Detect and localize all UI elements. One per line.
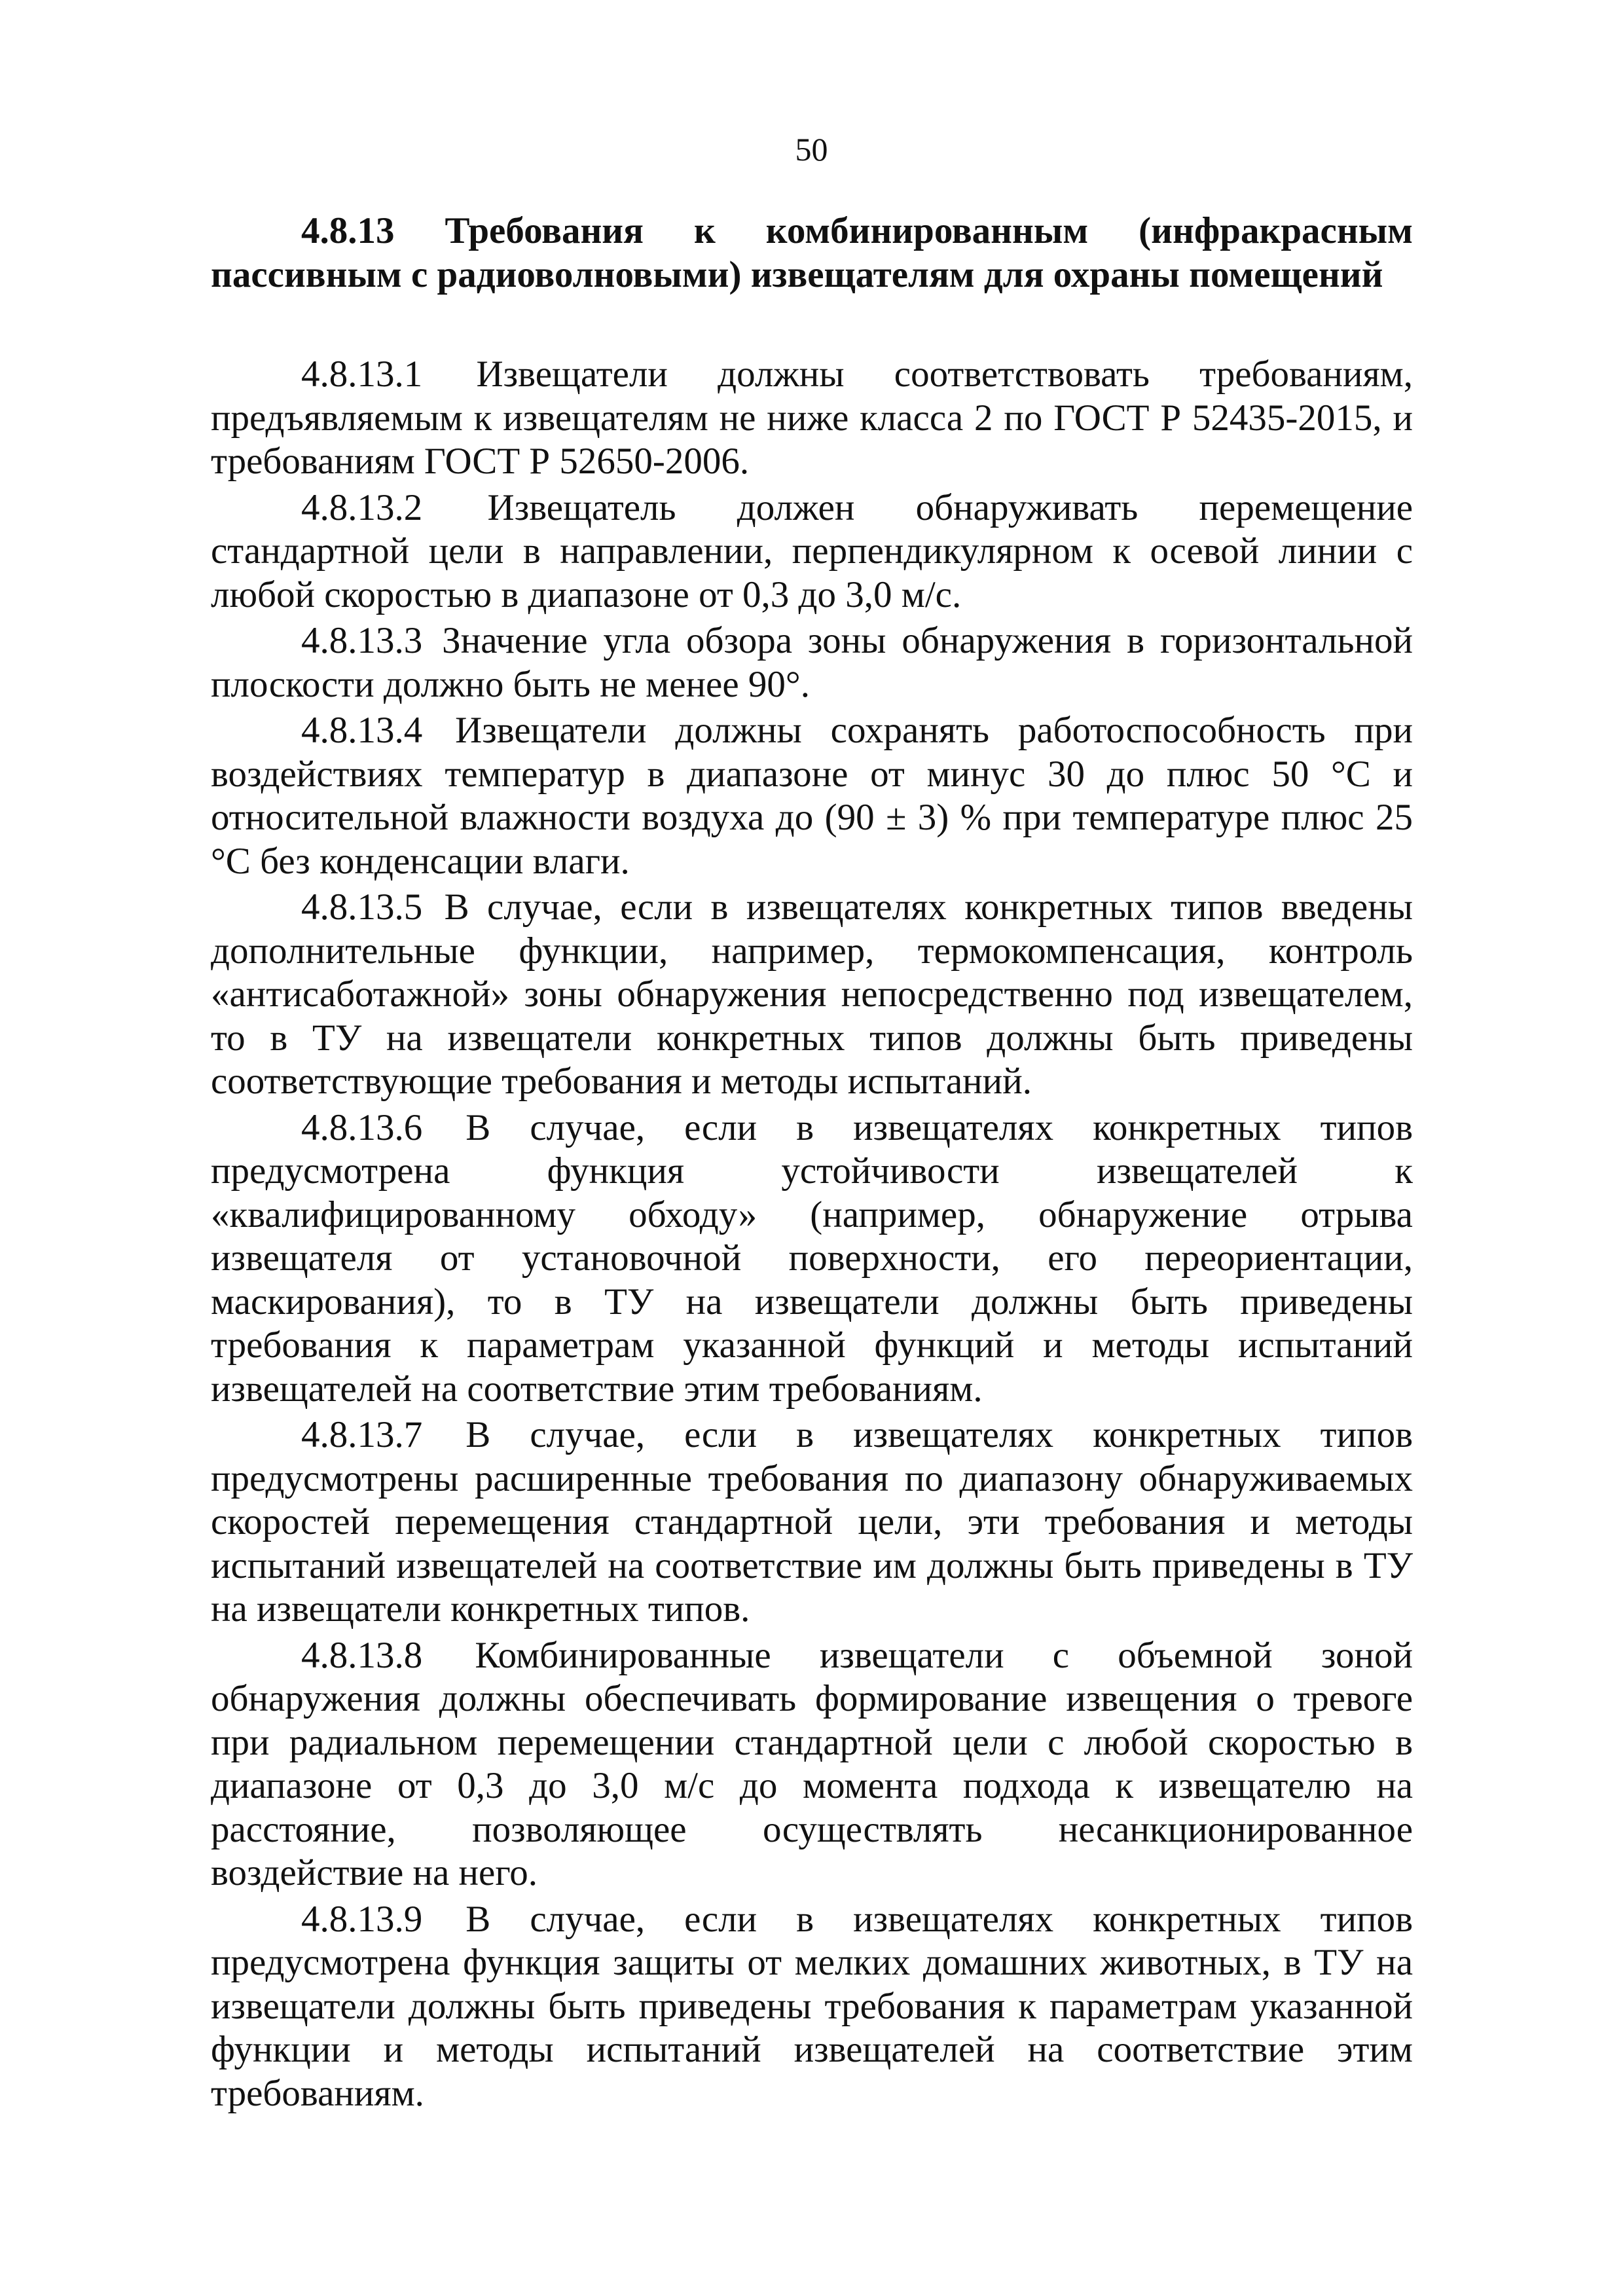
- paragraph-4-8-13-9: [211, 1898, 1413, 2116]
- paragraph-number: 4.8.13.5: [301, 886, 423, 928]
- section-heading: [211, 210, 1413, 297]
- paragraph-number: 4.8.13.1: [301, 354, 423, 395]
- paragraph-text: Извещатели должны соответствовать требованиям, предъявляемым к извещателям не ниже класса 2 по ГОСТ Р 52435-2015, и требованиям ГОСТ Р 52650-2006.: [211, 354, 1413, 482]
- paragraph-4-8-13-7: [211, 1413, 1413, 1631]
- section-title: Требования к комбинированным (инфракрасным пассивным с радиоволновыми) извещателям для охраны помещений: [211, 210, 1413, 295]
- paragraph-text: Комбинированные извещатели с объемной зоной обнаружения должны обеспечивать формирование извещения о тревоге при радиальном перемещении стандартной цели с любой скоростью в диапазоне от 0,3 до 3,0 м/с до момента подхода к извещателю на расстояние, позволяющее осуществлять несанкционированное воздействие на него.: [211, 1634, 1413, 1893]
- paragraph-number: 4.8.13.8: [301, 1634, 423, 1676]
- paragraph-4-8-13-6: [211, 1106, 1413, 1412]
- paragraph-4-8-13-4: [211, 709, 1413, 883]
- paragraph-4-8-13-8: [211, 1634, 1413, 1895]
- paragraph-number: 4.8.13.9: [301, 1898, 423, 1940]
- paragraph-4-8-13-1: [211, 353, 1413, 484]
- paragraph-number: 4.8.13.3: [301, 620, 423, 661]
- paragraph-text: В случае, если в извещателях конкретных типов введены дополнительные функции, например, термокомпенсация, контроль «антисаботажной» зоны обнаружения непосредственно под извещателем, то в ТУ на извещатели конкретных типов должны быть приведены соответствующие требования и методы испытаний.: [211, 886, 1413, 1102]
- paragraph-number: 4.8.13.2: [301, 486, 423, 528]
- paragraph-text: Извещатель должен обнаруживать перемещение стандартной цели в направлении, перпендикулярном к осевой линии с любой скоростью в диапазоне от 0,3 до 3,0 м/с.: [211, 486, 1413, 615]
- paragraph-4-8-13-3: [211, 619, 1413, 706]
- paragraph-text: В случае, если в извещателях конкретных типов предусмотрены расширенные требования по диапазону обнаруживаемых скоростей перемещения стандартной цели, эти требования и методы испытаний извещателей на соответствие им должны быть приведены в ТУ на извещатели конкретных типов.: [211, 1414, 1413, 1630]
- paragraph-text: В случае, если в извещателях конкретных типов предусмотрена функция устойчивости извещателей к «квалифицированному обходу» (например, обнаружение отрыва извещателя от установочной поверхности, его переориентации, маскирования), то в ТУ на извещатели должны быть приведены требования к параметрам указанной функций и методы испытаний извещателей на соответствие этим требованиям.: [211, 1106, 1413, 1410]
- paragraph-text: Значение угла обзора зоны обнаружения в горизонтальной плоскости должно быть не менее 90°.: [211, 620, 1413, 705]
- paragraph-number: 4.8.13.6: [301, 1106, 423, 1148]
- paragraph-4-8-13-2: [211, 486, 1413, 617]
- paragraph-4-8-13-5: [211, 886, 1413, 1104]
- paragraph-text: Извещатели должны сохранять работоспособность при воздействиях температур в диапазоне от минус 30 до плюс 50 °С и относительной влажности воздуха до (90 ± 3) % при температуре плюс 25 °С без конденсации влаги.: [211, 710, 1413, 882]
- document-body: [211, 210, 1413, 2118]
- paragraph-number: 4.8.13.7: [301, 1414, 423, 1455]
- page-number: 50: [795, 131, 828, 168]
- paragraph-number: 4.8.13.4: [301, 710, 423, 751]
- section-number: 4.8.13: [301, 210, 395, 251]
- paragraph-text: В случае, если в извещателях конкретных типов предусмотрена функция защиты от мелких домашних животных, в ТУ на извещатели должны быть приведены требования к параметрам указанной функции и методы испытаний извещателей на соответствие этим требованиям.: [211, 1898, 1413, 2114]
